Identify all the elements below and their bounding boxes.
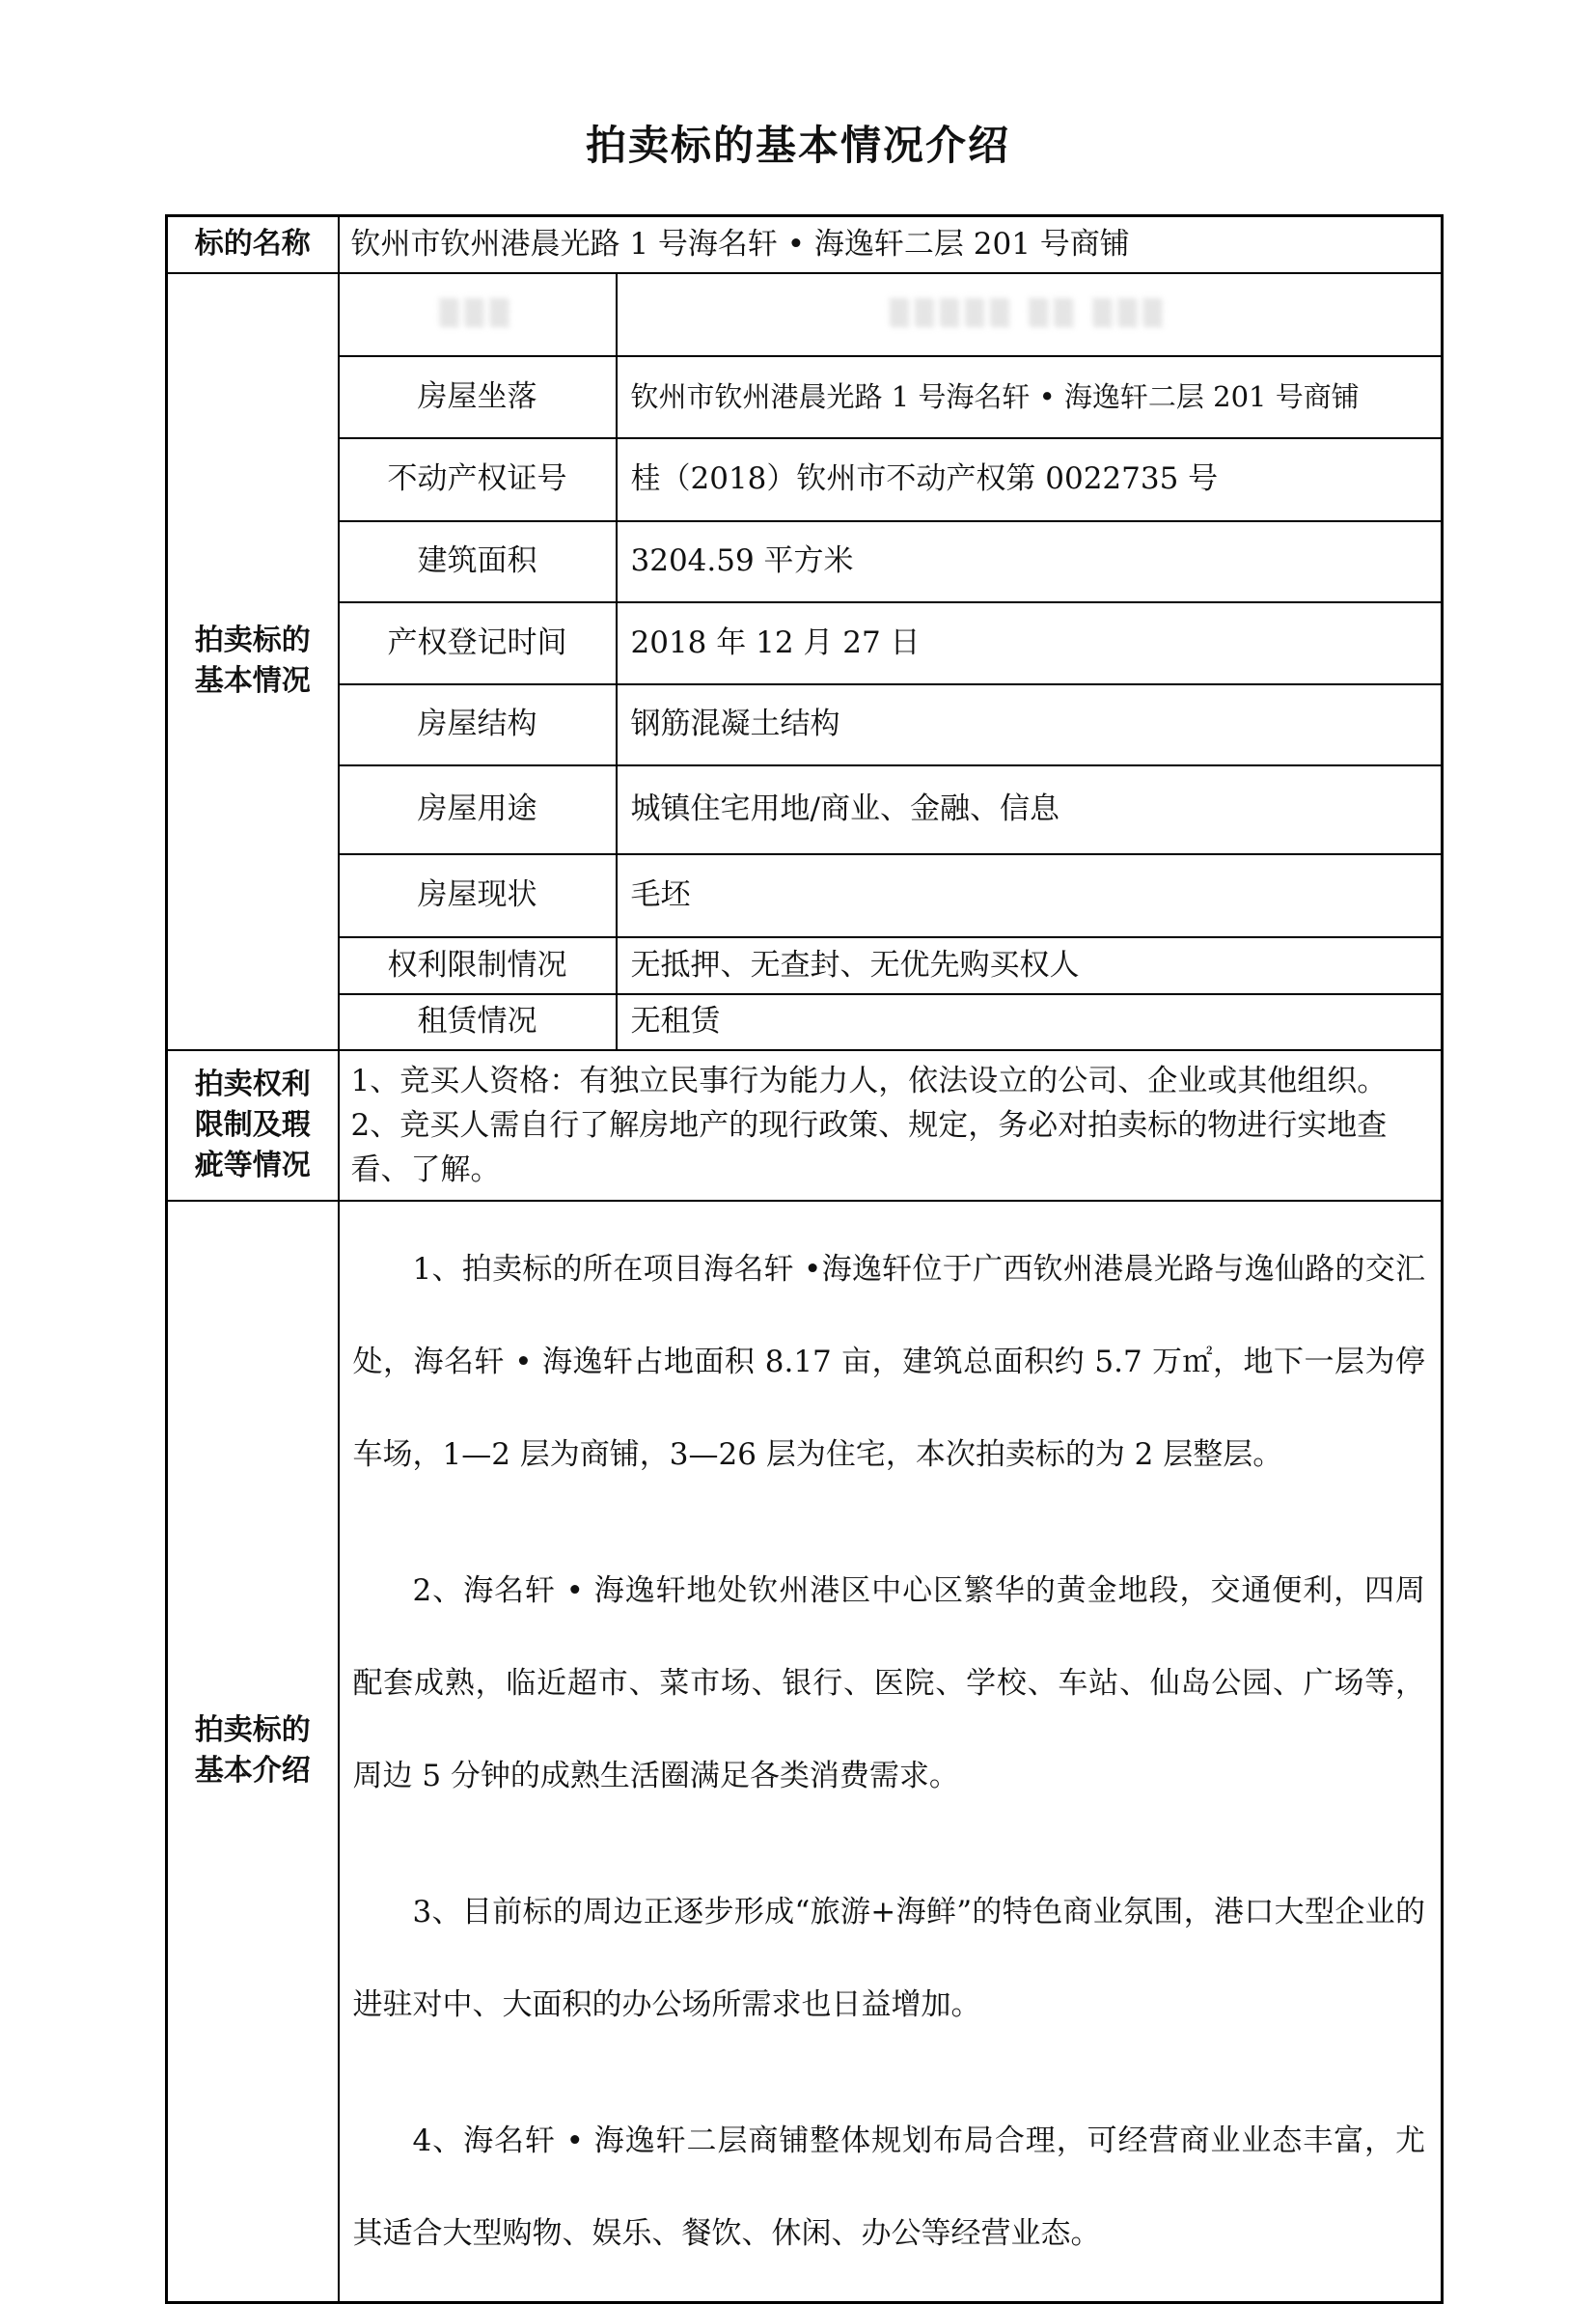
- limits-row: [167, 1050, 1443, 1201]
- basic-row-value: 无抵押、无查封、无优先购买权人: [617, 937, 1443, 994]
- basic-row: [167, 854, 1443, 937]
- auction-info-table: [165, 214, 1444, 2304]
- page-title: 拍卖标的基本情况介绍: [585, 122, 1010, 169]
- intro-paragraph: 2、海名轩 • 海逸轩地处钦州港区中心区繁华的黄金地段，交通便利，四周配套成熟，临近超市、菜市场、银行、医院、学校、车站、仙岛公园、广场等，周边 5 分钟的成熟生活圈满足各类消费需求。: [352, 1572, 1425, 1793]
- basic-row-label: 租赁情况: [339, 994, 617, 1050]
- intro-row: [167, 1201, 1443, 2303]
- name-row: [167, 216, 1443, 273]
- basic-row-value: 2018 年 12 月 27 日: [617, 602, 1443, 684]
- basic-row-value: 毛坯: [617, 854, 1443, 937]
- limits-label: 拍卖权利限制及瑕疵等情况: [194, 1067, 311, 1182]
- basic-row: [167, 438, 1443, 521]
- basic-row-value: 桂（2018）钦州市不动产权第 0022735 号: [617, 438, 1443, 521]
- basic-row-label: 房屋结构: [339, 684, 617, 765]
- intro-content: [339, 1201, 1443, 2303]
- limits-line: 2、竞买人需自行了解房地产的现行政策、规定，务必对拍卖标的物进行实地查看、了解。: [350, 1107, 1388, 1187]
- basic-row-value: 无租赁: [617, 994, 1443, 1050]
- redacted-cell: ▒▒▒: [339, 273, 617, 356]
- redacted-row: [167, 273, 1443, 356]
- basic-row-label: 房屋坐落: [339, 356, 617, 438]
- basic-row-label: 房屋现状: [339, 854, 617, 937]
- intro-paragraph: 1、拍卖标的所在项目海名轩 •海逸轩位于广西钦州港晨光路与逸仙路的交汇处，海名轩 • 海逸轩占地面积 8.17 亩，建筑总面积约 5.7 万㎡，地下一层为停车场，1—2 层为商铺，3—26 层为住宅，本次拍卖标的为 2 层整层。: [352, 1251, 1425, 1472]
- name-label: 标的名称: [167, 216, 339, 273]
- basic-row: [167, 602, 1443, 684]
- name-value: 钦州市钦州港晨光路 1 号海名轩 • 海逸轩二层 201 号商铺: [339, 216, 1443, 273]
- basic-row: [167, 765, 1443, 854]
- intro-paragraph: 3、目前标的周边正逐步形成“旅游+海鲜”的特色商业氛围，港口大型企业的进驻对中、大面积的办公场所需求也日益增加。: [352, 1894, 1425, 2022]
- limits-line: 1、竞买人资格：有独立民事行为能力人，依法设立的公司、企业或其他组织。: [350, 1063, 1388, 1098]
- basic-row: [167, 937, 1443, 994]
- basic-row: [167, 684, 1443, 765]
- basic-row: [167, 356, 1443, 438]
- basic-row-value: 3204.59 平方米: [617, 521, 1443, 602]
- redacted-cell: ▒▒▒▒▒ ▒▒ ▒▒▒: [617, 273, 1443, 356]
- basic-row-value: 钢筋混凝土结构: [617, 684, 1443, 765]
- basic-label: 拍卖标的基本情况: [194, 624, 311, 698]
- basic-row-label: 房屋用途: [339, 765, 617, 854]
- limits-content: [339, 1050, 1443, 1201]
- basic-row-label: 产权登记时间: [339, 602, 617, 684]
- basic-row: [167, 521, 1443, 602]
- basic-row-label: 权利限制情况: [339, 937, 617, 994]
- basic-row-value: 钦州市钦州港晨光路 1 号海名轩 • 海逸轩二层 201 号商铺: [617, 356, 1443, 438]
- basic-row-label: 建筑面积: [339, 521, 617, 602]
- basic-row-value: 城镇住宅用地/商业、金融、信息: [617, 765, 1443, 854]
- intro-label: 拍卖标的基本介绍: [194, 1713, 311, 1788]
- intro-paragraph: 4、海名轩 • 海逸轩二层商铺整体规划布局合理，可经营商业业态丰富，尤其适合大型购物、娱乐、餐饮、休闲、办公等经营业态。: [352, 2123, 1425, 2251]
- basic-row-label: 不动产权证号: [339, 438, 617, 521]
- basic-row: [167, 994, 1443, 1050]
